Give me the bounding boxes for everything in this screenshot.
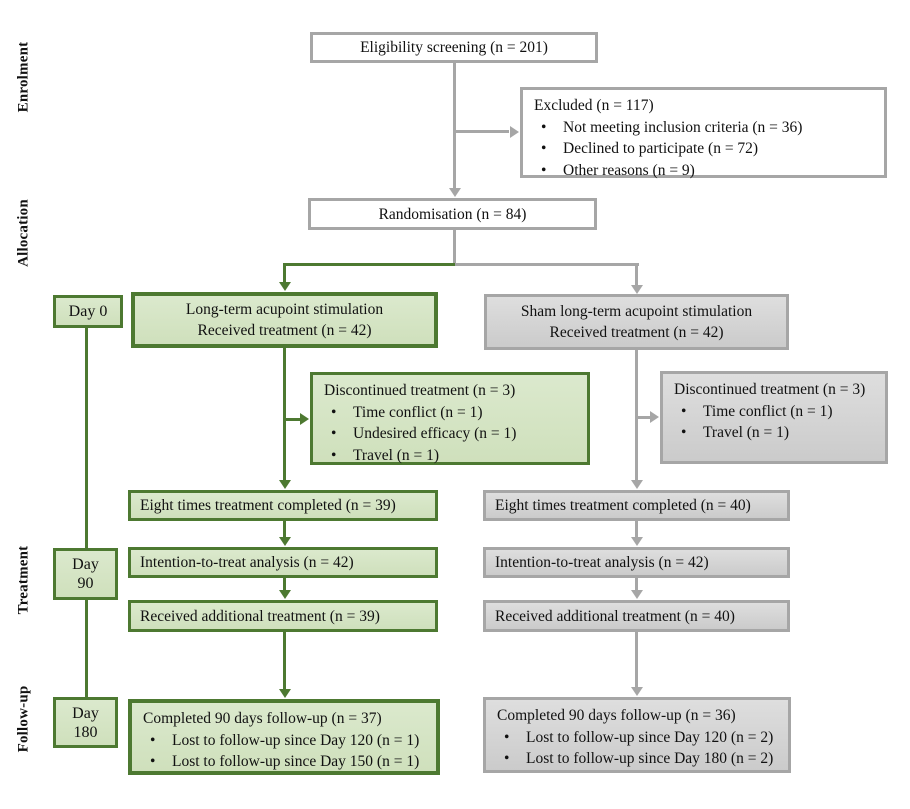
connector-to-discontinued-left: [285, 418, 300, 421]
arrowhead-to-excluded: [510, 126, 519, 138]
discontinued-left-title: Discontinued treatment (n = 3): [324, 382, 516, 399]
sham-arm-line1: Sham long-term acupoint stimulation: [520, 303, 753, 320]
stage-label-enrolment: Enrolment: [15, 41, 32, 113]
arrowhead-to-itt-right: [631, 537, 643, 546]
connector-active-arm-to-eight: [283, 348, 286, 480]
timeline-day180-box: [53, 697, 118, 748]
connector-split-left: [283, 263, 455, 266]
active-arm-line2: Received treatment (n = 42): [197, 322, 372, 339]
timeline-day0-label: Day 0: [68, 303, 108, 320]
itt-left-box: [128, 547, 438, 578]
arrowhead-to-itt-left: [279, 537, 291, 546]
followup-right-title: Completed 90 days follow-up (n = 36): [497, 707, 736, 724]
active-arm-box: [131, 292, 438, 348]
followup-left-title: Completed 90 days follow-up (n = 37): [143, 710, 382, 727]
arrowhead-to-discontinued-left: [300, 413, 309, 425]
discontinued-left-item: • Undesired efficacy (n = 1): [322, 423, 581, 445]
connector-split-right: [455, 263, 639, 266]
timeline-day90-label-line2: 90: [77, 575, 94, 592]
connector-sham-arm-to-eight: [635, 350, 638, 480]
discontinued-right-item: • Time conflict (n = 1): [672, 401, 879, 423]
discontinued-left-item: • Time conflict (n = 1): [322, 402, 581, 424]
arrowhead-to-active-arm: [279, 282, 291, 291]
eight-times-right-text: Eight times treatment completed (n = 40): [495, 497, 751, 514]
discontinued-right-title: Discontinued treatment (n = 3): [674, 381, 866, 398]
connector-itt-right-to-addl: [635, 578, 638, 590]
followup-left-item: • Lost to follow-up since Day 150 (n = 1): [141, 751, 430, 773]
eligibility-screening-text: Eligibility screening (n = 201): [360, 39, 548, 56]
arrowhead-to-eight-right: [631, 480, 643, 489]
stage-label-followup: Follow-up: [15, 685, 32, 753]
connector-to-sham-arm: [635, 263, 638, 286]
timeline-day90-label-line1: Day: [72, 556, 99, 573]
connector-to-discontinued-right: [637, 416, 650, 419]
arrowhead-to-addl-left: [279, 590, 291, 599]
sham-arm-line2: Received treatment (n = 42): [549, 324, 724, 341]
timeline-day180-label-line1: Day: [72, 704, 99, 722]
arrowhead-to-fu-left: [279, 689, 291, 698]
followup-right-item: • Lost to follow-up since Day 180 (n = 2): [495, 748, 782, 770]
connector-randomisation-to-split: [453, 230, 456, 265]
stage-label-treatment: Treatment: [15, 545, 32, 615]
arrowhead-to-discontinued-right: [650, 411, 659, 423]
itt-right-box: [483, 547, 790, 578]
timeline-line-day0-day90: [85, 328, 88, 548]
timeline-line-day90-day180: [85, 600, 88, 697]
excluded-item: • Not meeting inclusion criteria (n = 36): [532, 117, 878, 139]
randomisation-text: Randomisation (n = 84): [378, 205, 527, 223]
arrowhead-to-fu-right: [631, 687, 643, 696]
connector-addl-right-to-fu: [635, 632, 638, 687]
itt-right-text: Intention-to-treat analysis (n = 42): [495, 554, 709, 571]
connector-addl-left-to-fu: [283, 632, 286, 689]
randomisation-box: [308, 198, 597, 230]
timeline-day0-box: [53, 295, 123, 328]
timeline-day180-label-line2: 180: [73, 723, 98, 741]
additional-treatment-right-text: Received additional treatment (n = 40): [495, 607, 735, 625]
connector-eligibility-to-randomisation: [453, 63, 456, 189]
arrowhead-to-addl-right: [631, 590, 643, 599]
followup-right-box: [483, 697, 791, 773]
connector-eight-left-to-itt: [283, 521, 286, 538]
connector-to-excluded: [455, 130, 509, 133]
itt-left-text: Intention-to-treat analysis (n = 42): [140, 554, 354, 571]
discontinued-left-item: • Travel (n = 1): [322, 445, 581, 467]
additional-treatment-left-text: Received additional treatment (n = 39): [140, 607, 380, 625]
discontinued-right-item: • Travel (n = 1): [672, 422, 879, 444]
excluded-item: • Declined to participate (n = 72): [532, 138, 878, 160]
connector-itt-left-to-addl: [283, 578, 286, 590]
eligibility-screening-box: [310, 32, 598, 63]
arrowhead-to-eight-left: [279, 480, 291, 489]
followup-right-item: • Lost to follow-up since Day 120 (n = 2): [495, 727, 782, 749]
discontinued-right-box: [660, 371, 888, 464]
active-arm-line1: Long-term acupoint stimulation: [185, 301, 384, 318]
followup-left-box: [128, 699, 440, 775]
excluded-item: • Other reasons (n = 9): [532, 160, 878, 182]
arrowhead-to-sham-arm: [631, 285, 643, 294]
additional-treatment-left-box: [128, 600, 438, 632]
connector-to-active-arm: [283, 263, 286, 283]
stage-label-allocation: Allocation: [15, 199, 32, 267]
eight-times-left-box: [128, 490, 438, 521]
arrowhead-to-randomisation: [449, 188, 461, 197]
connector-eight-right-to-itt: [635, 521, 638, 538]
excluded-box: [520, 87, 887, 178]
eight-times-left-text: Eight times treatment completed (n = 39): [140, 497, 396, 514]
timeline-day90-box: [53, 548, 118, 600]
sham-arm-box: [484, 294, 789, 350]
eight-times-right-box: [483, 490, 790, 521]
additional-treatment-right-box: [483, 600, 790, 632]
followup-left-item: • Lost to follow-up since Day 120 (n = 1): [141, 730, 430, 752]
excluded-title: Excluded (n = 117): [534, 97, 654, 114]
discontinued-left-box: [310, 372, 590, 465]
